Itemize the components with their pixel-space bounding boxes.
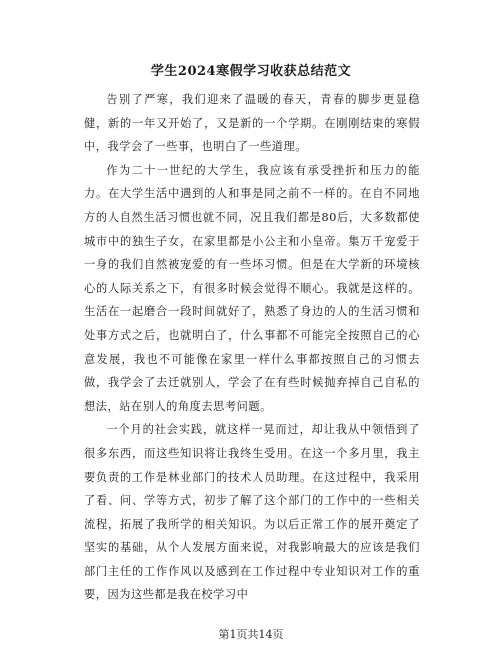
document-body — [84, 88, 420, 607]
paragraph-3: 一个月的社会实践，就这样一晃而过，却让我从中领悟到了很多东西，而这些知识将让我终生受用。在这一个多月里，我主要负责的工作是林业部门的技术人员助理。在这过程中，我采用了看、问、学等方式，初步了解了这个部门的工作中的一些相关流程，拓展了我所学的相关知识。为以后正常工作的展开奠定了坚实的基础，从个人发展方面来说，对我影响最大的应该是我们部门主任的工作作风以及感到在工作过程中专业知识对工作的重要，因为这些都是我在校学习中 — [84, 423, 420, 602]
page-number: 第1页共14页 — [218, 628, 284, 641]
paragraph-2: 作为二十一世纪的大学生，我应该有承受挫折和压力的能力。在大学生活中遇到的人和事是同之前不一样的。在自不同地方的人自然生活习惯也就不同，况且我们都是80后，大多数都使城市中的独生子女，在家里都是小公主和小皇帝。集万千宠爱于一身的我们自然被宠爱的有一些坏习惯。但是在大学新的环境核心的人际关系之下，有很多时候会觉得不顺心。我就是这样的。生活在一起磨合一段时间就好了，熟悉了身边的人的生活习惯和处事方式之后，也就明白了，什么事都不可能完全按照自己的心意发展，我也不可能像在家里一样什么事都按照自己的习惯去做，我学会了去迁就别人，学会了在有些时候抛弃掉自己自私的想法，站在别人的角度去思考问题。 — [84, 163, 420, 413]
paragraph-1: 告别了严寒，我们迎来了温暖的春天，青春的脚步更显稳健，新的一年又开始了，又是新的一个学期。在刚刚结束的寒假中，我学会了一些事，也明白了一些道理。 — [84, 93, 420, 154]
document-title: 学生2024寒假学习收获总结范文 — [150, 64, 352, 79]
